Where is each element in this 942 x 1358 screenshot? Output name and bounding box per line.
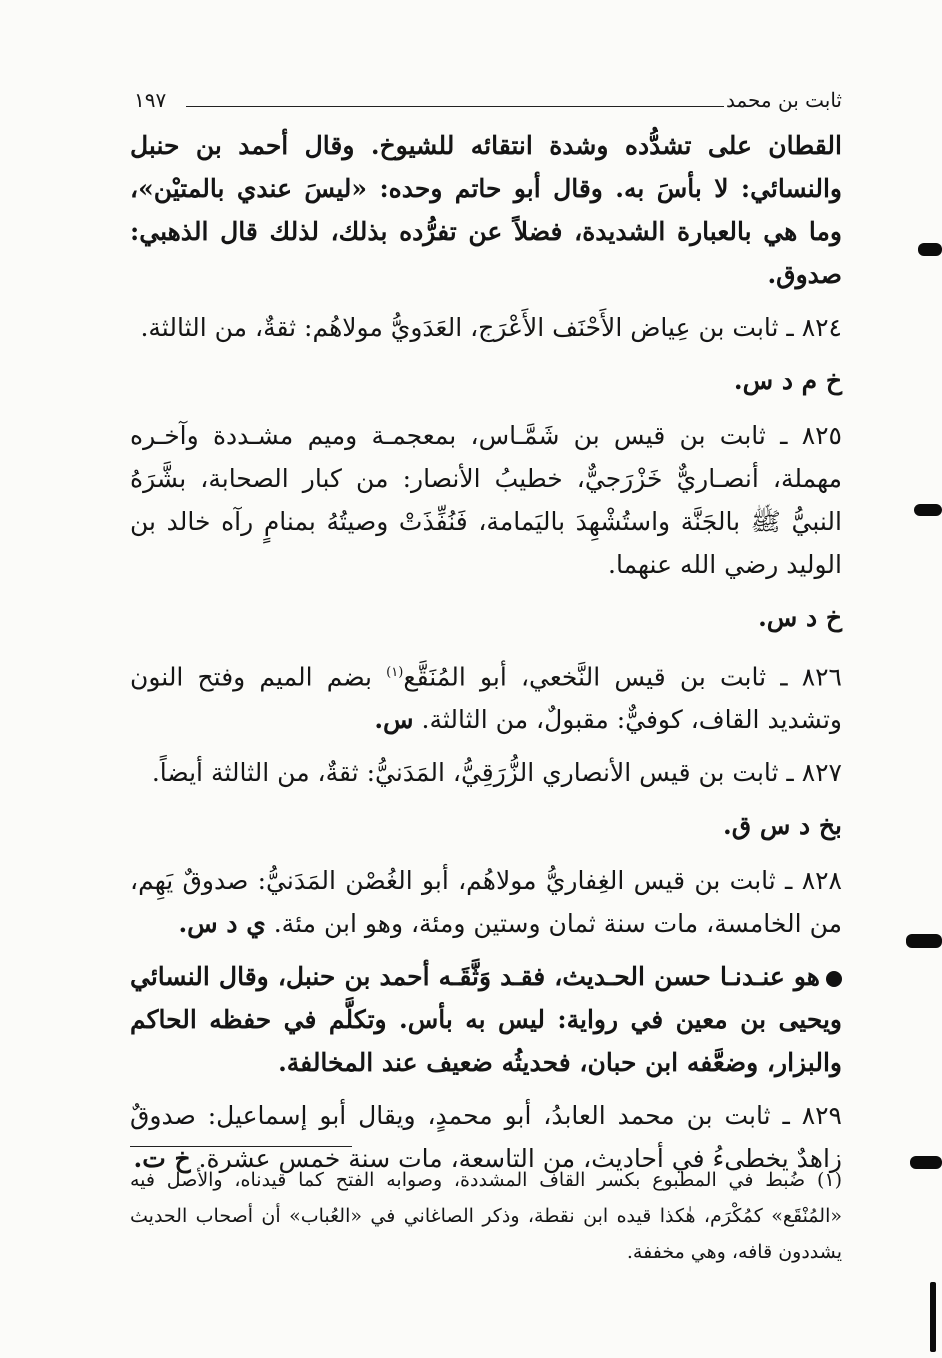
page-edge-mark	[906, 934, 942, 948]
entry-827-codes: بخ د س ق.	[723, 811, 842, 841]
footnotes	[130, 1162, 842, 1270]
commentary-828	[130, 955, 842, 1084]
running-head	[130, 84, 842, 118]
footnote-1: (١) ضُبط في المطبوع بكسر القاف المشددة، وصوابه الفتح كما قيدناه، والأصل فيه «المُنْقَع» كمُكْرَم، هٰكذا قيده ابن نقطة، وذكر الصاغاني في «العُباب» أن أصحاب الحديث يشددون قافه، وهي مخففة.	[130, 1169, 842, 1263]
page-edge-mark	[930, 1282, 936, 1352]
entry-827: ٨٢٧ ـ ثابت بن قيس الأنصاري الزُّرَقِيُّ، المَدَنيُّ: ثقةٌ، من الثالثة أيضاً.	[151, 758, 842, 788]
entry-826-codes: س.	[374, 705, 414, 735]
entry-828-text: ٨٢٨ ـ ثابت بن قيس الغِفاريُّ مولاهُم، أبو الغُصْن المَدَنيُّ: صدوقٌ يَهِم، من الخامسة، مات سنة ثمان وستين ومئة، وهو ابن مئة.	[130, 866, 842, 939]
commentary-828-text: هو عنـدنـا حسن الحـديث، فقـد وَثَّقَـه أحمد بن حنبل، وقال النسائي ويحيى بن معين في رواية: ليس به بأس. وتكلَّم في حفظه الحاكم والبزار، وضعَّفه ابن حبان، فحديثُه ضعيف عند المخالفة.	[130, 962, 842, 1078]
paragraph-continued: القطان على تشدُّده وشدة انتقائه للشيوخ. وقال أحمد بن حنبل والنسائي: لا بأسَ به. وقال أبو حاتم وحده: «ليسَ عندي بالمتيْن»، وما هي بالعبارة الشديدة، فضلاً عن تفرُّده بذلك، لذلك قال الذهبي: صدوق.	[130, 131, 842, 289]
page-edge-mark	[914, 504, 942, 516]
entry-824: ٨٢٤ ـ ثابت بن عِياض الأَحْنَف الأَعْرَج، العَدَويُّ مولاهُم: ثقةٌ، من الثالثة.	[140, 313, 842, 342]
entry-829-codes: خ ت.	[133, 1144, 191, 1174]
entry-829-text: ٨٢٩ ـ ثابت بن محمد العابدُ، أبو محمدٍ، ويقال أبو إسماعيل: صدوقٌ زاهدٌ يخطىءُ في أحاديث، من التاسعة، مات سنة خمس عشرة.	[130, 1101, 842, 1174]
entry-825-codes: خ د س.	[758, 603, 842, 632]
page-edge-mark	[918, 243, 942, 256]
entry-826	[130, 651, 842, 741]
entry-824-codes: خ م د س.	[733, 366, 842, 395]
entry-828	[130, 859, 842, 945]
entry-828-codes: ي د س.	[178, 909, 266, 939]
header-rule	[186, 106, 724, 107]
commentary-bullet-icon	[826, 971, 842, 987]
entry-825: ٨٢٥ ـ ثابت بن قيس بن شَمَّـاس، بمعجمـة وميم مشـددة وآخـره مهملة، أنصـاريٌّ خَزْرَجيٌّ، خطيبُ الأنصار: من كبار الصحابة، بشَّرَهُ النبيُّ ﷺ بالجَنَّة واستُشْهِدَ باليَمامة، فَنُفِّذَتْ وصيتُهُ بمنامٍ رآه خالد بن الوليد رضي الله عنهما.	[130, 421, 842, 579]
entry-826-rest: بضم الميم وفتح النون وتشديد القاف، كوفيٌّ: مقبولٌ، من الثالثة.	[130, 662, 842, 735]
footnote-marker: (١)	[386, 665, 404, 680]
page-edge-mark	[910, 1156, 942, 1169]
page-number: ١٩٧	[134, 88, 167, 112]
running-title: ثابت بن محمد	[725, 88, 842, 112]
entry-826-text: ٨٢٦ ـ ثابت بن قيس النَّخعي، أبو المُنَقَّع	[403, 662, 842, 692]
page-body	[130, 84, 842, 1190]
footnote-rule	[130, 1146, 352, 1147]
